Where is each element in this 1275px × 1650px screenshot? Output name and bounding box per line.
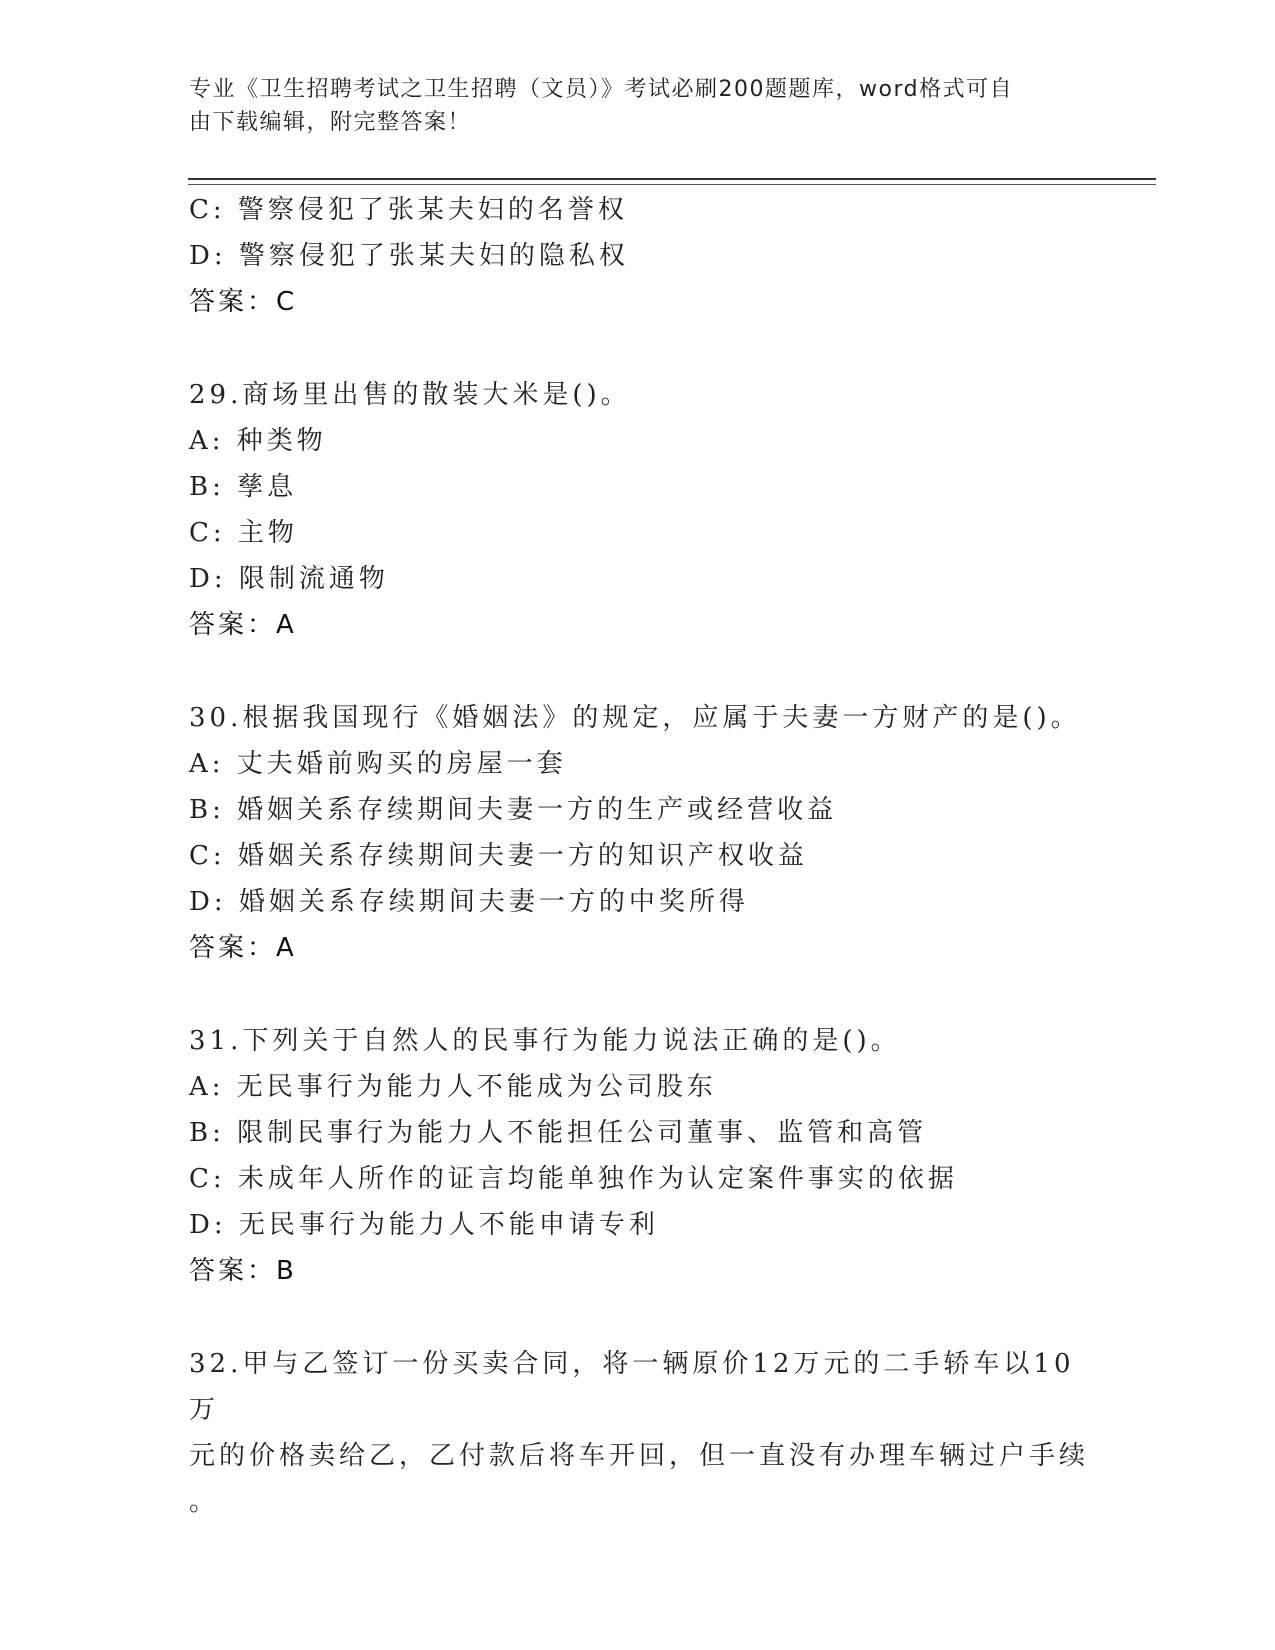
question-text-line-2: 元的价格卖给乙，乙付款后将车开回，但一直没有办理车辆过户手续 <box>189 1441 1090 1471</box>
answer-label: 答案：C <box>189 287 298 317</box>
header-rule-thick <box>188 178 1156 180</box>
header-rule-thin <box>188 184 1156 185</box>
option-b: B: 孳息 <box>189 472 298 502</box>
option-d: D: 警察侵犯了张某夫妇的隐私权 <box>189 241 629 271</box>
option-d: D: 婚姻关系存续期间夫妻一方的中奖所得 <box>189 887 749 917</box>
spacer <box>189 648 1089 695</box>
header-line-2: 由下载编辑，附完整答案！ <box>189 110 472 135</box>
option-c: C: 主物 <box>189 518 298 548</box>
question-29 <box>189 372 1089 648</box>
spacer <box>189 325 1089 372</box>
question-text: 29.商场里出售的散装大米是()。 <box>189 380 631 410</box>
option-c: C: 婚姻关系存续期间夫妻一方的知识产权收益 <box>189 841 808 871</box>
option-c: C: 警察侵犯了张某夫妇的名誉权 <box>189 195 628 225</box>
question-30 <box>189 695 1089 971</box>
question-31 <box>189 1018 1089 1294</box>
question-list <box>189 187 1089 1525</box>
option-a: A: 种类物 <box>189 426 327 456</box>
option-b: B: 限制民事行为能力人不能担任公司董事、监管和高管 <box>189 1118 928 1148</box>
option-a: A: 无民事行为能力人不能成为公司股东 <box>189 1072 717 1102</box>
option-a: A: 丈夫婚前购买的房屋一套 <box>189 749 567 779</box>
option-c: C: 未成年人所作的证言均能单独作为认定案件事实的依据 <box>189 1164 958 1194</box>
question-text-line-1: 32.甲与乙签订一份买卖合同，将一辆原价12万元的二手轿车以10万 <box>189 1349 1075 1425</box>
header-line-1: 专业《卫生招聘考试之卫生招聘（文员）》考试必刷200题题库，word格式可自 <box>189 77 1014 102</box>
spacer <box>189 1294 1089 1341</box>
answer-label: 答案：A <box>189 610 297 640</box>
option-d: D: 无民事行为能力人不能申请专利 <box>189 1210 659 1240</box>
question-28-tail <box>189 187 1089 325</box>
question-32 <box>189 1341 1089 1525</box>
answer-label: 答案：A <box>189 933 297 963</box>
spacer <box>189 971 1089 1018</box>
question-text: 31.下列关于自然人的民事行为能力说法正确的是()。 <box>189 1026 901 1056</box>
option-b: B: 婚姻关系存续期间夫妻一方的生产或经营收益 <box>189 795 838 825</box>
document-header <box>189 73 1089 139</box>
option-d: D: 限制流通物 <box>189 564 389 594</box>
question-text: 30.根据我国现行《婚姻法》的规定，应属于夫妻一方财产的是()。 <box>189 703 1081 733</box>
answer-label: 答案：B <box>189 1256 297 1286</box>
question-text-line-3: 。 <box>189 1487 220 1517</box>
